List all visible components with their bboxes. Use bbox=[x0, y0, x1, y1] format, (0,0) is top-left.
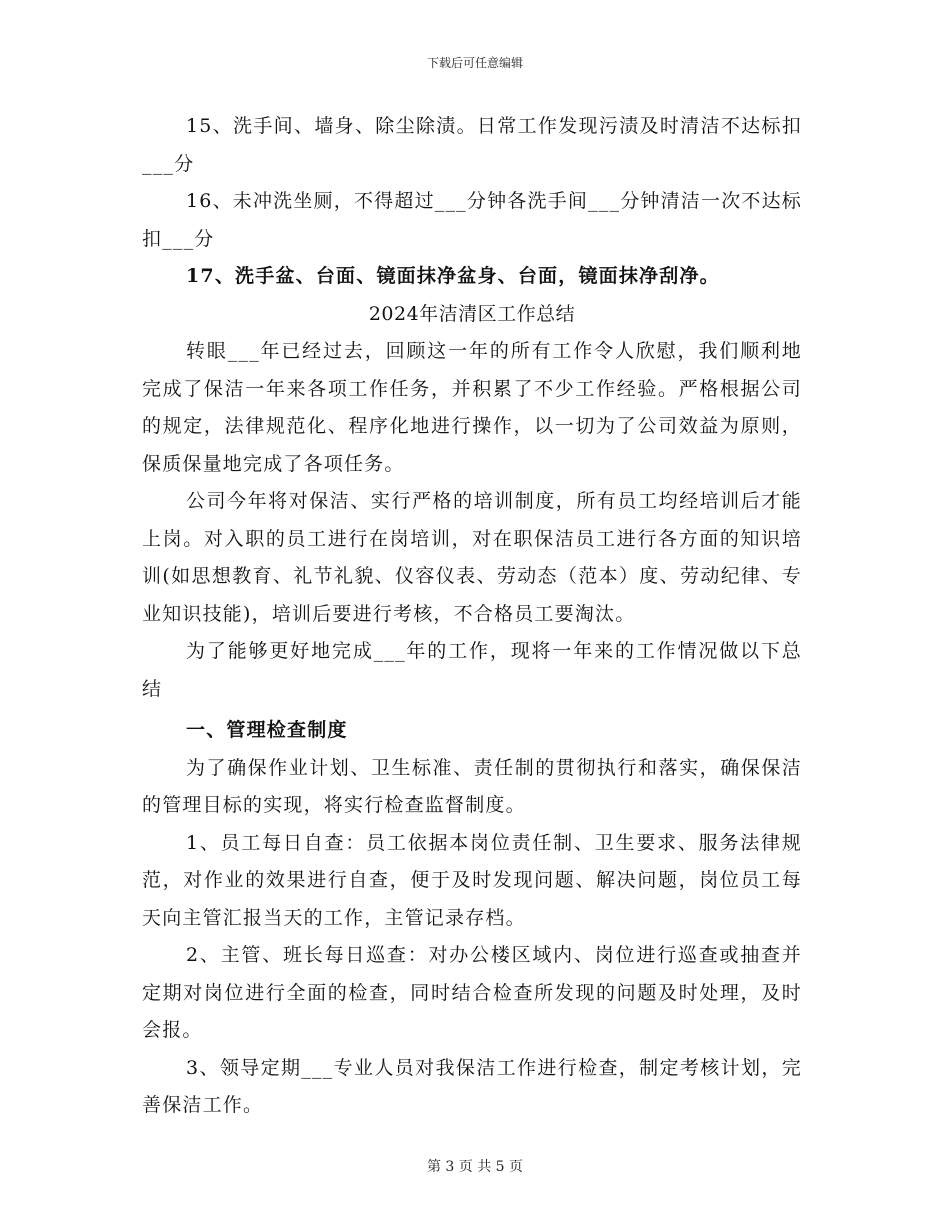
section-1-paragraph-4: 3、领导定期___专业人员对我保洁工作进行检查，制定考核计划，完善保洁工作。 bbox=[142, 1056, 802, 1116]
page-footer: 第 3 页 共 5 页 bbox=[426, 1159, 524, 1175]
intro-paragraph-1: 转眼___年已经过去，回顾这一年的所有工作令人欣慰，我们顺利地完成了保洁一年来各项工作任务，并积累了不少工作经验。严格根据公司的规定，法律规范化、程序化地进行操作，以一切为了公司效益为原则，保质保量地完成了各项任务。 bbox=[142, 340, 802, 475]
document-title: 2024年洁清区工作总结 bbox=[368, 302, 576, 325]
section-heading-1: 一、管理检查制度 bbox=[186, 719, 348, 741]
item-15: 15、洗手间、墙身、除尘除渍。日常工作发现污渍及时清洁不达标扣___分 bbox=[142, 115, 802, 175]
item-17: 17、洗手盆、台面、镜面抹净盆身、台面，镜面抹净刮净。 bbox=[186, 265, 720, 287]
intro-paragraph-2: 公司今年将对保洁、实行严格的培训制度，所有员工均经培训后才能上岗。对入职的员工进行在岗培训，对在职保洁员工进行各方面的知识培训(如思想教育、礼节礼貌、仪容仪表、劳动态（范本）度、劳动纪律、专业知识技能)，培训后要进行考核，不合格员工要淘汰。 bbox=[142, 490, 802, 625]
item-16: 16、未冲洗坐厕，不得超过___分钟各洗手间___分钟清洁一次不达标扣___分 bbox=[142, 190, 802, 250]
document-body bbox=[142, 108, 802, 1125]
section-1-paragraph-1: 为了确保作业计划、卫生标准、责任制的贯彻执行和落实，确保保洁的管理目标的实现，将实行检查监督制度。 bbox=[142, 756, 802, 816]
section-1-paragraph-2: 1、员工每日自查：员工依据本岗位责任制、卫生要求、服务法律规范，对作业的效果进行自查，便于及时发现问题、解决问题，岗位员工每天向主管汇报当天的工作，主管记录存档。 bbox=[142, 831, 802, 929]
intro-paragraph-3: 为了能够更好地完成___年的工作，现将一年来的工作情况做以下总结 bbox=[142, 640, 802, 700]
section-1-paragraph-3: 2、主管、班长每日巡查：对办公楼区域内、岗位进行巡查或抽查并定期对岗位进行全面的检查，同时结合检查所发现的问题及时处理，及时会报。 bbox=[142, 944, 802, 1041]
page-header: 下载后可任意编辑 bbox=[426, 56, 523, 70]
